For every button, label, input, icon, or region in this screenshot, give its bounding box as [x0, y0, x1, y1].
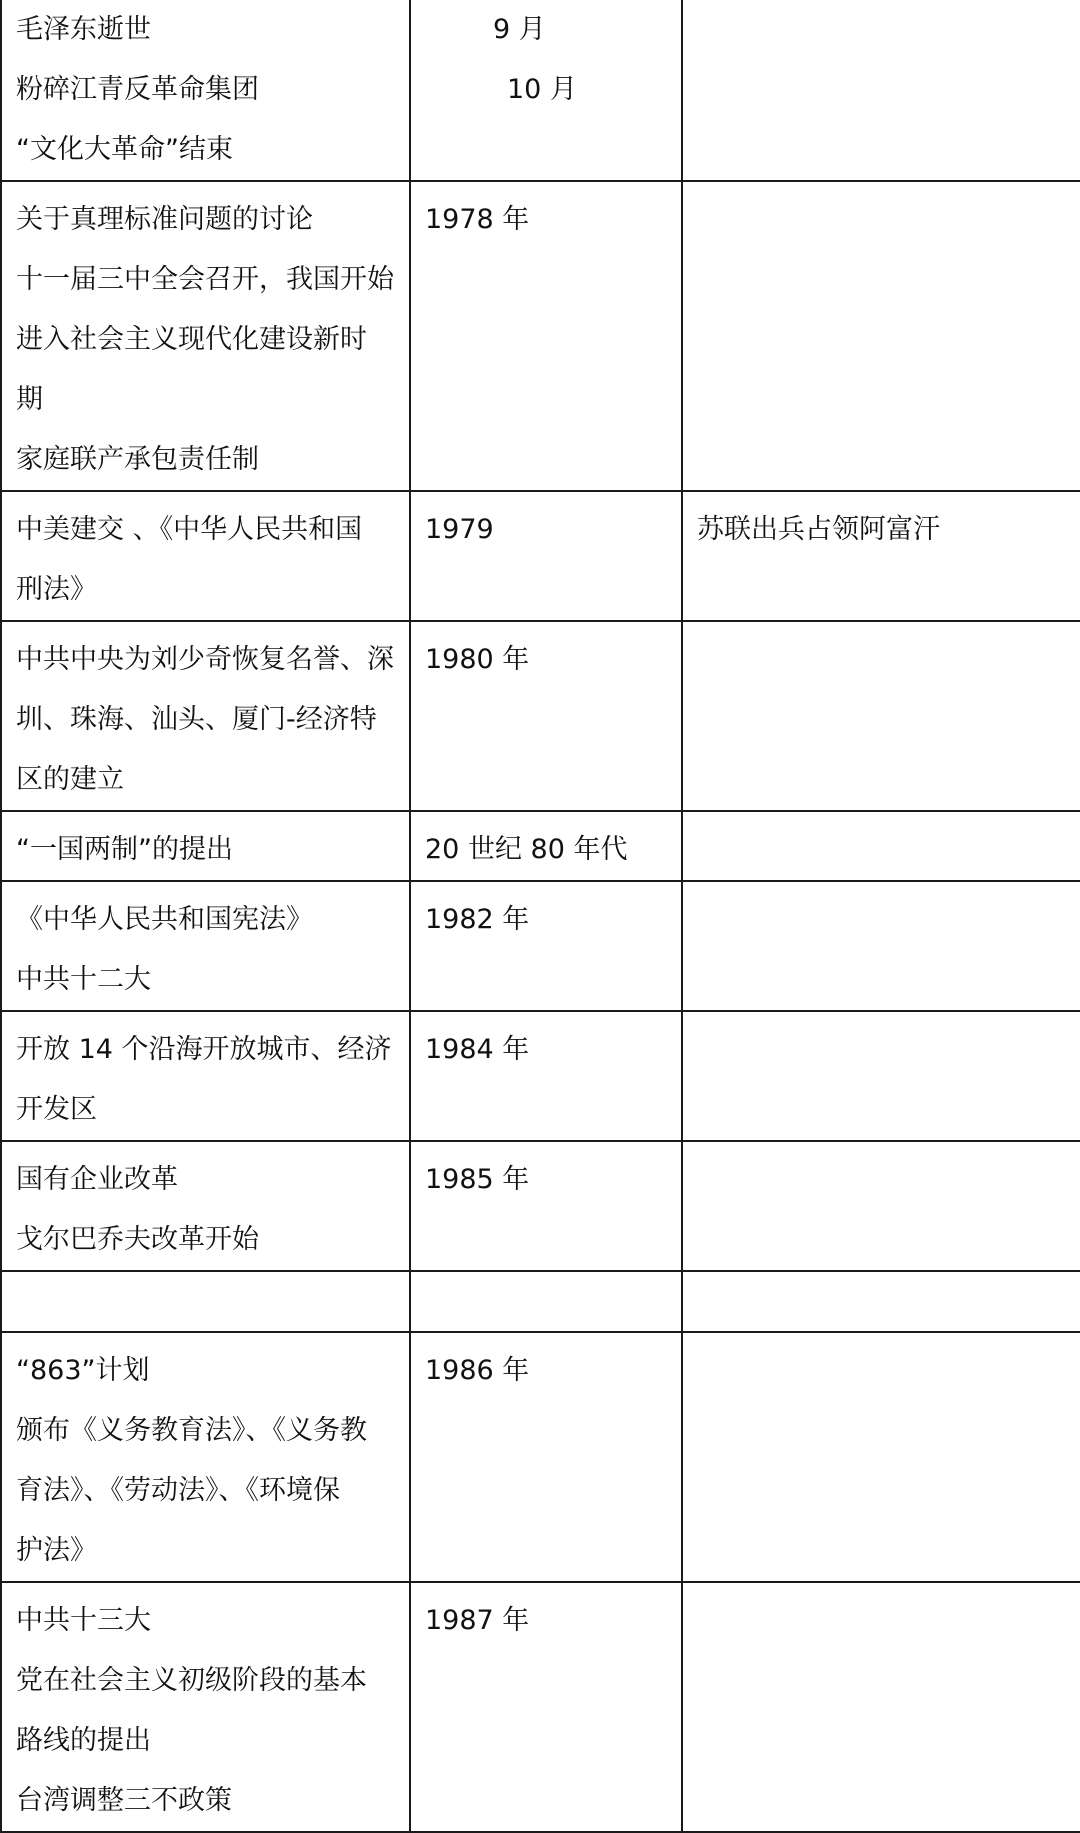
table-row [1, 491, 1080, 621]
table-row [1, 0, 1080, 181]
table-row [1, 1011, 1080, 1141]
date-cell [410, 1332, 682, 1582]
date-cell [410, 1271, 682, 1332]
event-cell [1, 1271, 410, 1332]
event-line: 《中华人民共和国宪法》 [16, 904, 313, 935]
world-event-cell [682, 491, 1080, 621]
event-line: 护法》 [16, 1535, 97, 1566]
event-cell [1, 491, 410, 621]
event-line: 粉碎江青反革命集团 [16, 74, 259, 105]
event-line: 期 [16, 384, 43, 415]
timeline-body [1, 0, 1080, 1832]
world-event-cell [682, 811, 1080, 881]
event-line: “文化大革命”结束 [16, 134, 233, 165]
table-row [1, 181, 1080, 491]
world-event-cell [682, 1011, 1080, 1141]
world-event-line: 苏联出兵占领阿富汗 [697, 514, 940, 545]
event-line: 中共十三大 [16, 1605, 151, 1636]
date-cell [410, 811, 682, 881]
event-line: 刑法》 [16, 574, 97, 605]
event-line: 家庭联产承包责任制 [16, 444, 259, 475]
table-row [1, 881, 1080, 1011]
table-row [1, 1332, 1080, 1582]
event-line: 十一届三中全会召开，我国开始 [16, 264, 394, 295]
event-line: “一国两制”的提出 [16, 834, 233, 865]
event-line: 毛泽东逝世 [16, 14, 151, 45]
event-line: 关于真理标准问题的讨论 [16, 204, 313, 235]
date-cell [410, 0, 682, 181]
event-line: 党在社会主义初级阶段的基本 [16, 1665, 367, 1696]
date-line: 1987 年 [425, 1605, 530, 1636]
event-line: 颁布《义务教育法》、《义务教 [16, 1415, 367, 1446]
event-line: 路线的提出 [16, 1725, 151, 1756]
table-row [1, 1141, 1080, 1271]
event-line: 育法》、《劳动法》、《环境保 [16, 1475, 340, 1506]
date-cell [410, 881, 682, 1011]
date-line: 1980 年 [425, 644, 530, 675]
table-row [1, 811, 1080, 881]
date-line: 1986 年 [425, 1355, 530, 1386]
world-event-cell [682, 1332, 1080, 1582]
event-line: “863”计划 [16, 1355, 150, 1386]
date-line: 1982 年 [425, 904, 530, 935]
event-cell [1, 1582, 410, 1832]
date-line: 1984 年 [425, 1034, 530, 1065]
table-row-empty [1, 1271, 1080, 1332]
date-cell [410, 1582, 682, 1832]
date-line: 10 月 [507, 74, 577, 105]
world-event-cell [682, 881, 1080, 1011]
world-event-cell [682, 0, 1080, 181]
event-line: 圳、珠海、汕头、厦门-经济特 [16, 704, 377, 735]
world-event-cell [682, 181, 1080, 491]
date-cell [410, 491, 682, 621]
event-line: 台湾调整三不政策 [16, 1785, 232, 1816]
world-event-cell [682, 1271, 1080, 1332]
world-event-cell [682, 621, 1080, 811]
event-line: 国有企业改革 [16, 1164, 178, 1195]
event-line: 进入社会主义现代化建设新时 [16, 324, 367, 355]
table-row [1, 1582, 1080, 1832]
date-line: 1978 年 [425, 204, 530, 235]
date-line: 20 世纪 80 年代 [425, 834, 628, 865]
event-cell [1, 1011, 410, 1141]
event-line: 中共中央为刘少奇恢复名誉、深 [16, 644, 394, 675]
event-cell [1, 181, 410, 491]
event-line: 中美建交 、《中华人民共和国 [16, 514, 363, 545]
event-cell [1, 621, 410, 811]
table-row [1, 621, 1080, 811]
date-cell [410, 1011, 682, 1141]
world-event-cell [682, 1141, 1080, 1271]
event-cell [1, 1332, 410, 1582]
date-line: 1979 [425, 514, 494, 545]
world-event-cell [682, 1582, 1080, 1832]
event-line: 区的建立 [16, 764, 124, 795]
event-line: 开发区 [16, 1094, 97, 1125]
event-line: 中共十二大 [16, 964, 151, 995]
date-cell [410, 1141, 682, 1271]
event-line: 开放 14 个沿海开放城市、经济 [16, 1034, 392, 1065]
date-line: 1985 年 [425, 1164, 530, 1195]
event-cell [1, 811, 410, 881]
date-cell [410, 621, 682, 811]
date-line: 9 月 [493, 14, 546, 45]
event-line: 戈尔巴乔夫改革开始 [16, 1224, 259, 1255]
event-cell [1, 0, 410, 181]
event-cell [1, 1141, 410, 1271]
date-cell [410, 181, 682, 491]
event-cell [1, 881, 410, 1011]
